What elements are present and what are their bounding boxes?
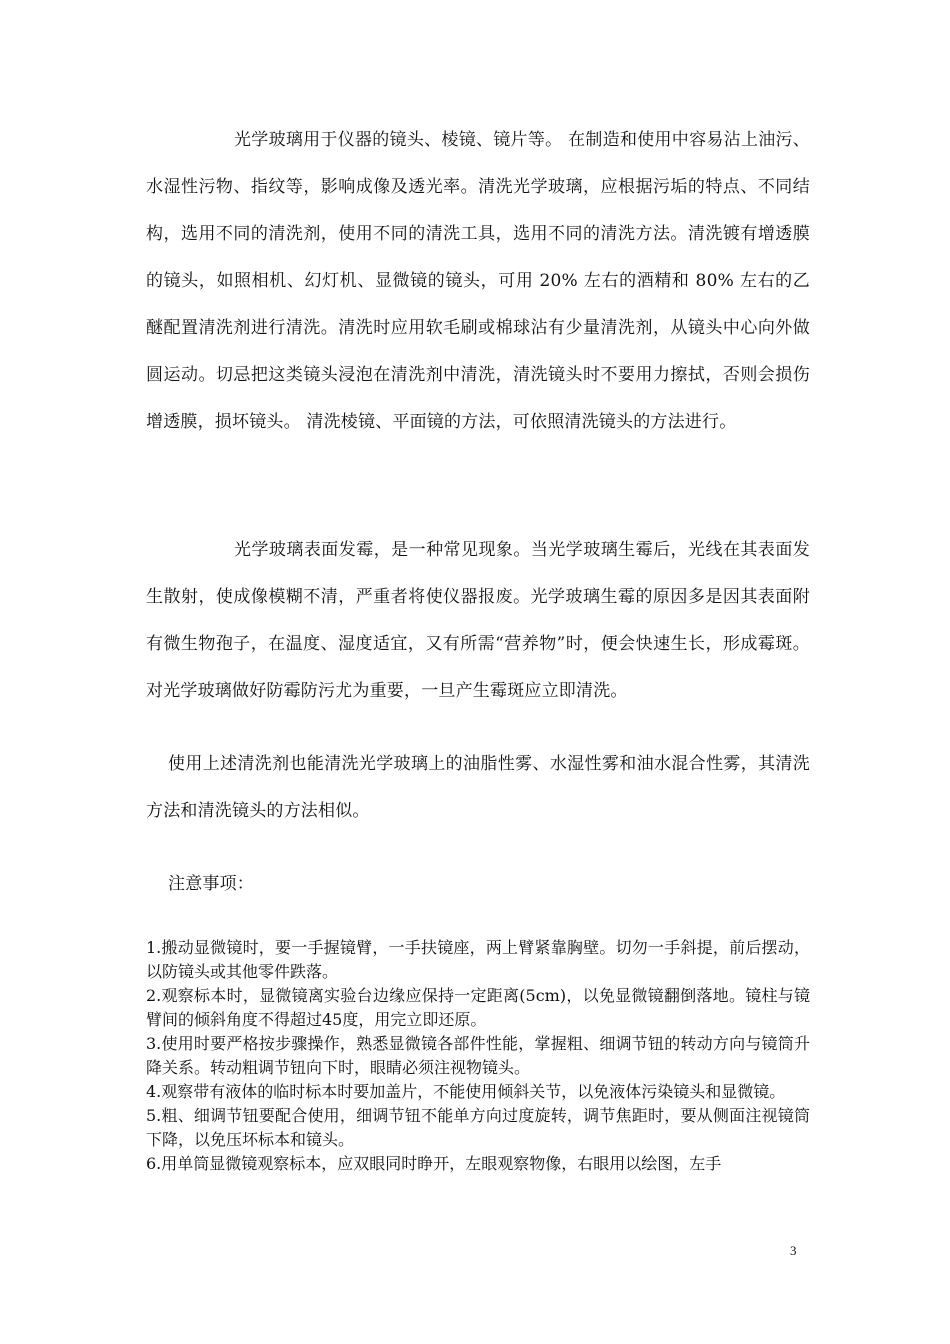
list-item: 4.观察带有液体的临时标本时要加盖片，不能使用倾斜关节，以免液体污染镜头和显微镜。 [146, 1082, 786, 1101]
list-item: 5.粗、细调节钮要配合使用，细调节钮不能单方向过度旋转，调节焦距时，要从侧面注视镜筒下降，以免压坏标本和镜头。 [146, 1106, 810, 1149]
page-number: 3 [790, 1243, 797, 1258]
paragraph-cleaning-lenses: 光学玻璃用于仪器的镜头、棱镜、镜片等。 在制造和使用中容易沾上油污、水湿性污物、指纹等，影响成像及透光率。清洗光学玻璃，应根据污垢的特点、不同结构，选用不同的清洗剂，使用不同的清洗工具，选用不同的清洗方法。清洗镀有增透膜的镜头，如照相机、幻灯机、显微镜的镜头，可用 20% 左右的酒精和 80% 左右的乙醚配置清洗剂进行清洗。清洗时应用软毛刷或棉球沾有少量清洗剂，从镜头中心向外做圆运动。切忌把这类镜头浸泡在清洗剂中清洗，清洗镜头时不要用力擦拭，否则会损伤增透膜，损坏镜头。 清洗棱镜、平面镜的方法，可依照清洗镜头的方法进行。 [146, 130, 810, 432]
notes-list [146, 936, 810, 1176]
list-item: 1.搬动显微镜时，要一手握镜臂，一手扶镜座，两上臂紧靠胸壁。切勿一手斜提，前后摆动，以防镜头或其他零件跌落。 [146, 938, 810, 981]
list-item: 3.使用时要严格按步骤操作，熟悉显微镜各部件性能，掌握粗、细调节钮的转动方向与镜筒升降关系。转动粗调节钮向下时，眼睛必须注视物镜头。 [146, 1034, 810, 1077]
list-item: 2.观察标本时，显微镜离实验台边缘应保持一定距离(5cm)，以免显微镜翻倒落地。镜柱与镜臂间的倾斜角度不得超过45度，用完立即还原。 [146, 986, 810, 1029]
notes-heading: 注意事项： [168, 874, 254, 894]
paragraph-fog-cleaning: 使用上述清洗剂也能清洗光学玻璃上的油脂性雾、水湿性雾和油水混合性雾，其清洗方法和清洗镜头的方法相似。 [146, 754, 810, 821]
paragraph-mold: 光学玻璃表面发霉，是一种常见现象。当光学玻璃生霉后，光线在其表面发生散射，使成像模糊不清，严重者将使仪器报废。光学玻璃生霉的原因多是因其表面附有微生物孢子，在温度、湿度适宜，又有所需“营养物”时，便会快速生长，形成霉斑。对光学玻璃做好防霉防污尤为重要，一旦产生霉斑应立即清洗。 [146, 540, 810, 701]
list-item: 6.用单筒显微镜观察标本，应双眼同时睁开，左眼观察物像，右眼用以绘图，左手 [146, 1154, 722, 1173]
